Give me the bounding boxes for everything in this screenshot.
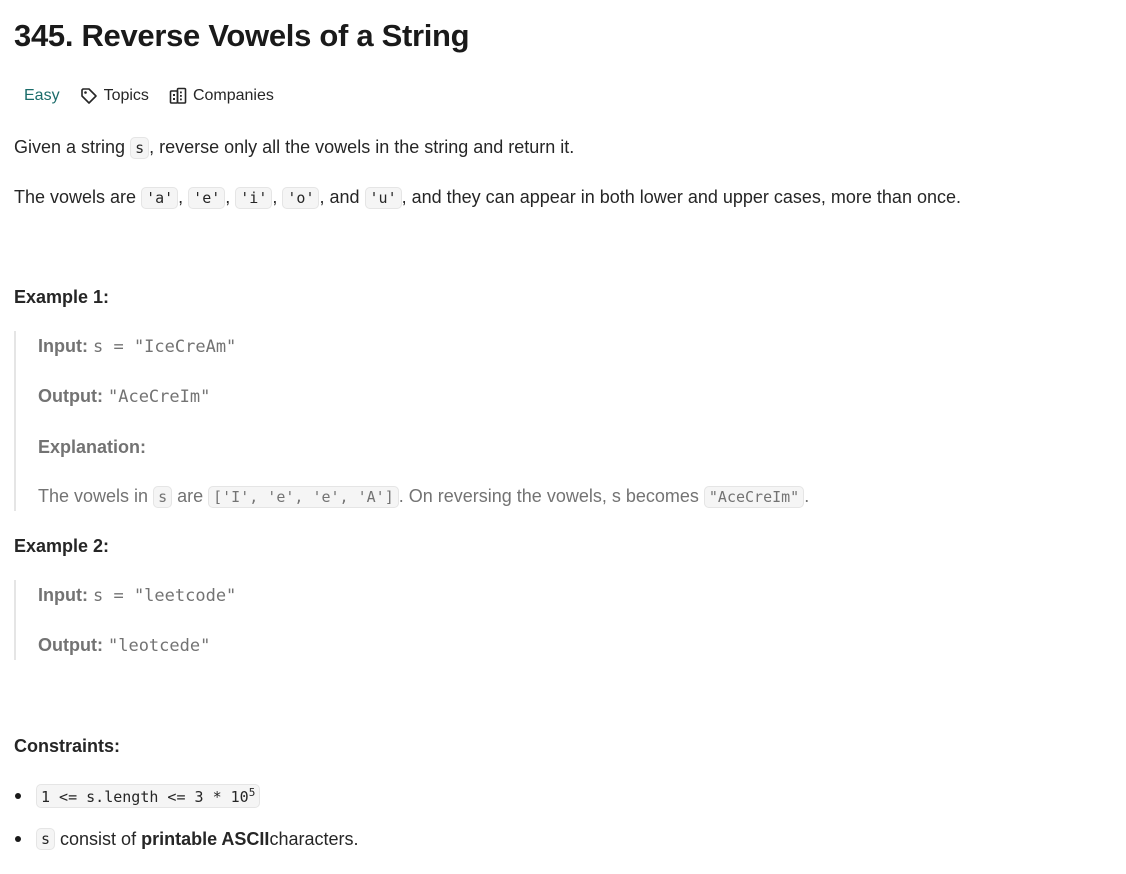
- inline-code: 'e': [188, 187, 225, 209]
- constraint-item-1: [14, 784, 260, 808]
- inline-code: ['I', 'e', 'e', 'A']: [208, 486, 399, 508]
- example-2-block: [14, 580, 916, 660]
- inline-code: 'o': [282, 187, 319, 209]
- bullet-dot: [15, 793, 21, 799]
- example-1-explanation: The vowels in s are ['I', 'e', 'e', 'A'] . On reversing the vowels, s becomes "AceCreIm" .: [38, 486, 810, 506]
- companies-button[interactable]: [159, 85, 284, 107]
- example-1-explanation-label: Explanation:: [38, 437, 147, 457]
- example-1-input: Input: s = "IceCreAm": [38, 336, 237, 357]
- companies-label: Companies: [192, 87, 274, 104]
- inline-code: 'i': [235, 187, 272, 209]
- page-title: 345. Reverse Vowels of a String: [14, 18, 470, 53]
- difficulty-badge[interactable]: Easy: [24, 87, 60, 104]
- example-2-input: Input: s = "leetcode": [38, 585, 237, 606]
- bullet-dot: [15, 836, 21, 842]
- inline-code: s: [36, 828, 55, 850]
- topics-label: Topics: [103, 87, 149, 104]
- description-paragraph-2: The vowels are 'a' , 'e' , 'i' , 'o' , and 'u' , and they can appear in both lower and upper cases, more than once.: [14, 187, 961, 207]
- inline-code: 'a': [141, 187, 178, 209]
- example-1-heading: Example 1:: [14, 287, 110, 307]
- example-2-output: Output: "leotcede": [38, 635, 211, 656]
- example-2-heading: Example 2:: [14, 536, 110, 556]
- constraints-heading: Constraints:: [14, 736, 121, 756]
- example-1-output: Output: "AceCreIm": [38, 386, 211, 407]
- description-paragraph-1: Given a string s , reverse only all the vowels in the string and return it.: [14, 137, 575, 157]
- inline-code: 'u': [365, 187, 402, 209]
- constraint-item-2: s consist of printable ASCII characters.: [14, 828, 358, 850]
- inline-code: s: [153, 486, 172, 508]
- inline-code: 1 <= s.length <= $3 * 10^5$: [36, 784, 260, 808]
- building-icon: [169, 87, 187, 105]
- tag-icon: [80, 87, 98, 105]
- example-1-block: [14, 331, 916, 511]
- inline-code: s: [130, 137, 149, 159]
- inline-code: "AceCreIm": [704, 486, 804, 508]
- problem-tags: [14, 84, 284, 108]
- topics-button[interactable]: [70, 85, 159, 107]
